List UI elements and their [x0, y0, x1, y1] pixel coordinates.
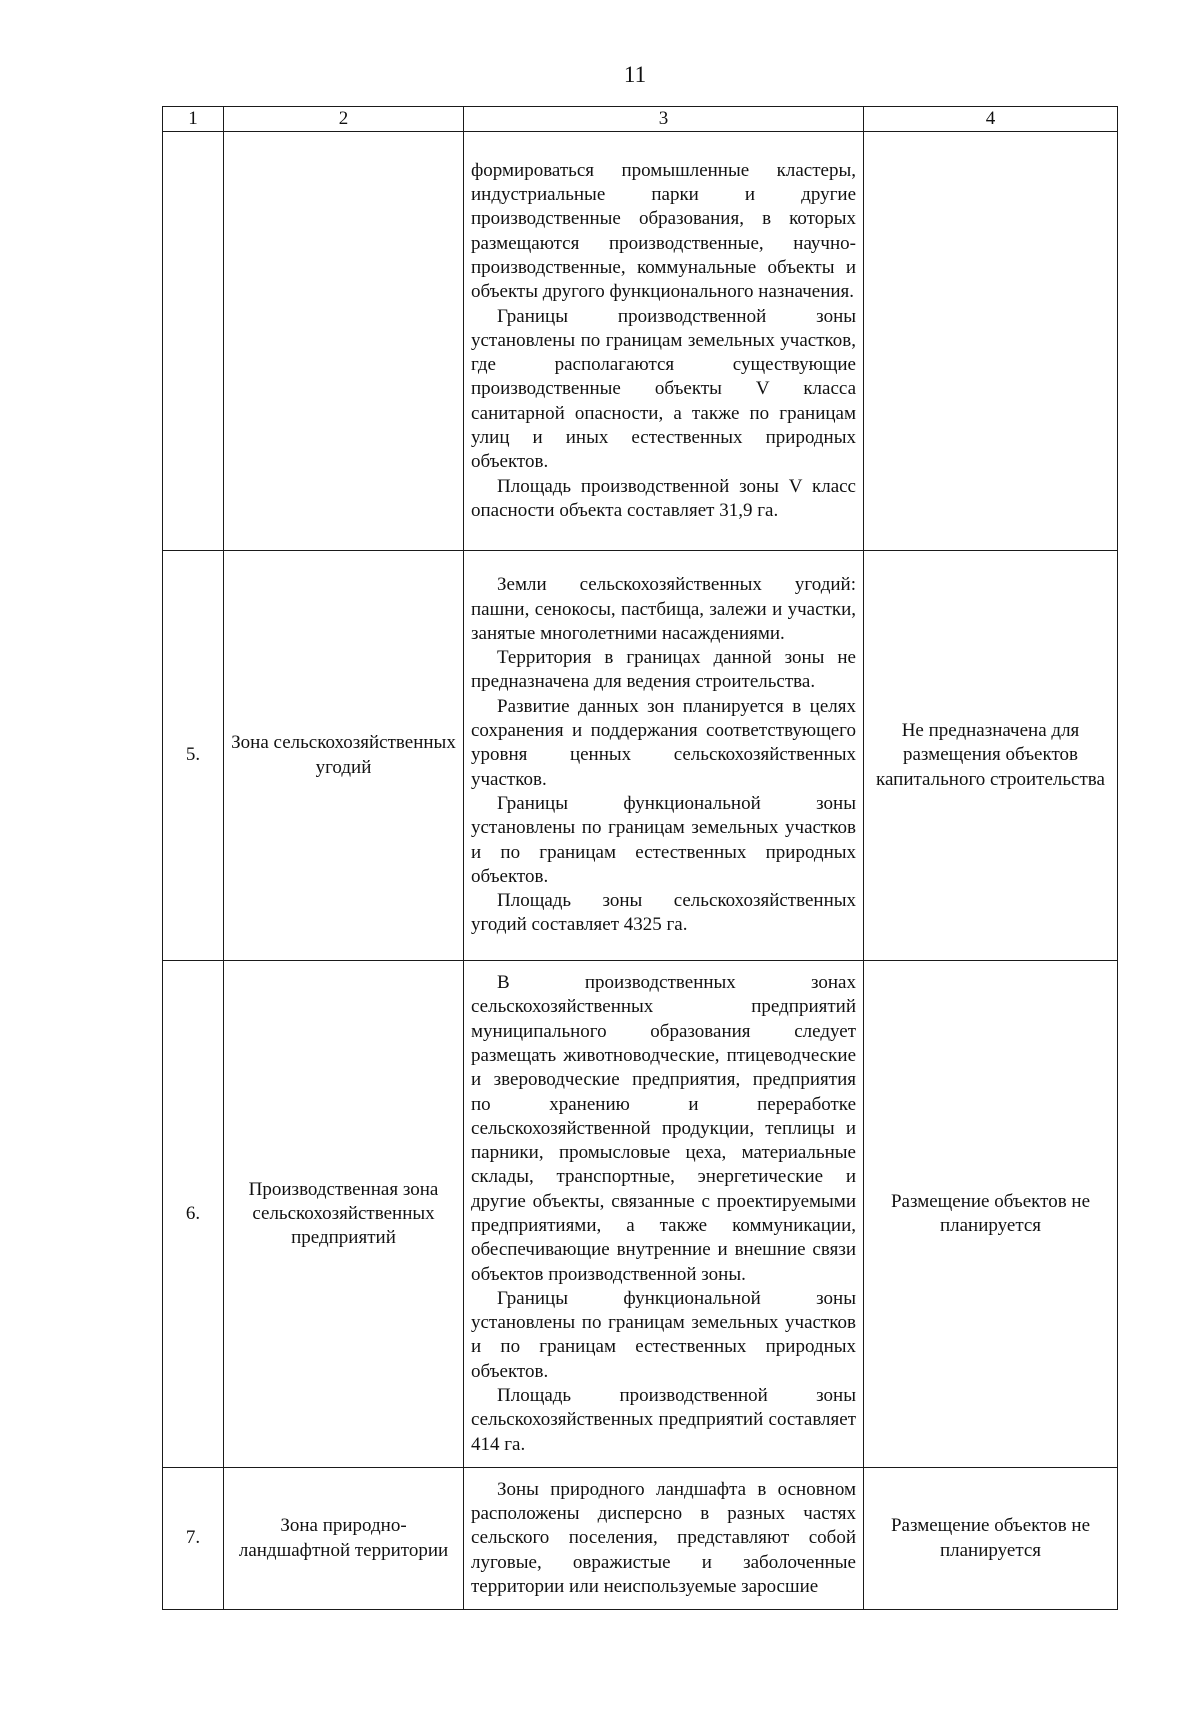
column-header-3: 3 [464, 107, 864, 132]
table-row [163, 551, 1118, 961]
row-number: 7. [163, 1468, 224, 1610]
table-header-row [163, 107, 1118, 132]
row-number: 5. [163, 551, 224, 961]
description-paragraph: Границы производственной зоны установлены по границам земельных участков, где располагаются существующие производственные объекты V класса санитарной опасности, а также по границам улиц и иных естественных природных объектов. [471, 305, 856, 473]
column-header-4: 4 [864, 107, 1118, 132]
table-row [163, 961, 1118, 1468]
zone-description [464, 132, 864, 551]
zones-table [162, 106, 1118, 1610]
row-number: 6. [163, 961, 224, 1468]
zone-description [464, 551, 864, 961]
description-paragraph: Земли сельскохозяйственных угодий: пашни, сенокосы, пастбища, залежи и участки, занятые многолетними насаждениями. [471, 574, 856, 644]
table-row [163, 1468, 1118, 1610]
row-number [163, 132, 224, 551]
placement-note: Размещение объектов не планируется [864, 1468, 1118, 1610]
description-paragraph: Зоны природного ландшафта в основном расположены дисперсно в разных частях сельского поселения, представляют собой луговые, овражистые и заболоченные территории или неиспользуемые заросшие [471, 1478, 856, 1597]
page-number: 11 [623, 62, 647, 87]
zone-description [464, 1468, 864, 1610]
description-paragraph: формироваться промышленные кластеры, индустриальные парки и другие производственные образования, в которых размещаются производственные, научно-производственные, коммунальные объекты и объекты другого функционального назначения. [471, 159, 856, 303]
zone-name: Зона природно-ландшафтной территории [224, 1468, 464, 1610]
placement-note: Размещение объектов не планируется [864, 961, 1118, 1468]
description-paragraph: В производственных зонах сельскохозяйственных предприятий муниципального образования следует размещать животноводческие, птицеводческие и звероводческие предприятия, предприятия по хранению и переработке сельскохозяйственной продукции, теплицы и парники, промысловые цеха, материальные склады, транспортные, энергетические и другие объекты, связанные с проектируемыми предприятиями, а также коммуникации, обеспечивающие внутренние и внешние связи объектов производственной зоны. [471, 972, 856, 1285]
description-paragraph: Границы функциональной зоны установлены по границам земельных участков и по границам естественных природных объектов. [471, 792, 856, 887]
description-paragraph: Площадь зоны сельскохозяйственных угодий составляет 4325 га. [471, 890, 856, 936]
description-paragraph: Развитие данных зон планируется в целях сохранения и поддержания соответствующего уровня ценных сельскохозяйственных участков. [471, 695, 856, 790]
zone-name: Производственная зона сельскохозяйственных предприятий [224, 961, 464, 1468]
description-paragraph: Границы функциональной зоны установлены по границам земельных участков и по границам естественных природных объектов. [471, 1287, 856, 1382]
description-paragraph: Площадь производственной зоны V класс опасности объекта составляет 31,9 га. [471, 475, 856, 521]
zone-description [464, 961, 864, 1468]
table-row [163, 132, 1118, 551]
zone-name [224, 132, 464, 551]
column-header-1: 1 [163, 107, 224, 132]
description-paragraph: Территория в границах данной зоны не предназначена для ведения строительства. [471, 647, 856, 693]
zone-name: Зона сельскохозяйственных угодий [224, 551, 464, 961]
description-paragraph: Площадь производственной зоны сельскохозяйственных предприятий составляет 414 га. [471, 1385, 856, 1455]
placement-note: Не предназначена для размещения объектов капитального строительства [864, 551, 1118, 961]
column-header-2: 2 [224, 107, 464, 132]
placement-note [864, 132, 1118, 551]
